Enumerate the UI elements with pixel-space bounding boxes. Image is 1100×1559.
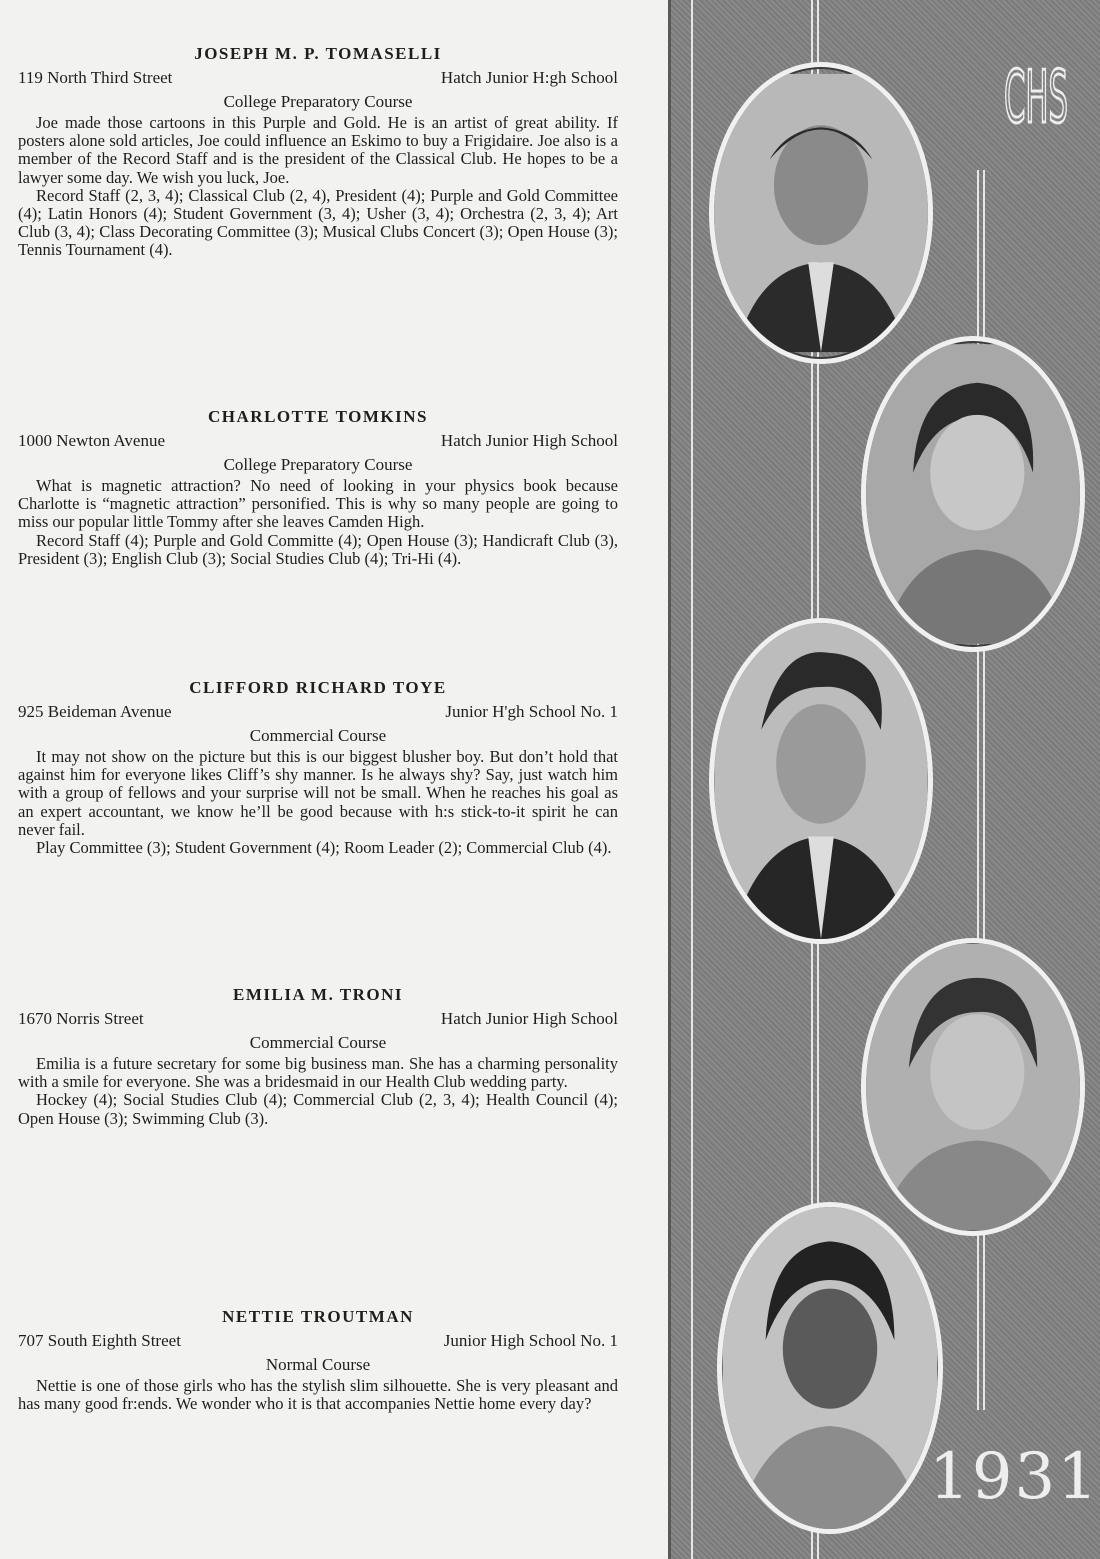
portrait-image [866, 943, 1080, 1231]
portrait-image [714, 623, 928, 939]
activities: Record Staff (2, 3, 4); Classical Club (2, 4), President (4); Purple and Gold Committee (4); Latin Honors (4); Student Government (3, 4); Usher (3, 4); Orchestra (2, 3, 4); Art Club (3, 4); Class Decorating Committee (3); Musical Clubs Concert (3); Open House (3); Tennis Tournament (4). [18, 185, 618, 260]
address-line [18, 66, 618, 90]
entry-troni [18, 983, 618, 1128]
home-address: 707 South Eighth Street [18, 1331, 181, 1350]
course: Normal Course [265, 1355, 371, 1374]
address-line [18, 429, 618, 453]
portrait-tomaselli [709, 62, 933, 364]
biography: Nettie is one of those girls who has the stylish slim silhouette. She is very pleasant and has many good fr:ends. We wonder who it is that accompanies Nettie home every day? [18, 1376, 618, 1414]
student-name: CLIFFORD RICHARD TOYE [189, 678, 447, 697]
chs-monogram [1001, 42, 1071, 162]
student-name: NETTIE TROUTMAN [222, 1307, 414, 1326]
entry-tomaselli [18, 42, 618, 260]
year-label: 1931 [929, 1440, 1100, 1514]
address-line [18, 700, 618, 724]
portrait-image [714, 67, 928, 359]
portrait-sidebar [668, 0, 1100, 1559]
previous-school: Hatch Junior High School [440, 431, 618, 450]
address-line [18, 1329, 618, 1353]
home-address: 119 North Third Street [18, 68, 173, 87]
activities: Play Committee (3); Student Government (4); Room Leader (2); Commercial Club (4). [36, 838, 612, 858]
previous-school: Hatch Junior High School [440, 1009, 618, 1028]
entry-toye [18, 676, 618, 857]
home-address: 1670 Norris Street [18, 1009, 144, 1028]
portrait-troni [861, 938, 1085, 1236]
previous-school: Junior H'gh School No. 1 [445, 702, 618, 721]
student-name: EMILIA M. TRONI [232, 985, 403, 1004]
portrait-image [722, 1207, 938, 1529]
home-address: 1000 Newton Avenue [18, 431, 165, 450]
student-name: JOSEPH M. P. TOMASELLI [194, 44, 442, 63]
course: Commercial Course [249, 726, 387, 745]
previous-school: Hatch Junior H:gh School [440, 68, 618, 87]
course: College Preparatory Course [223, 92, 413, 111]
activities: Record Staff (4); Purple and Gold Committe (4); Open House (3); Handicraft Club (3), President (3); English Club (3); Social Studies Club (4); Tri-Hi (4). [18, 530, 618, 568]
biography: What is magnetic attraction? No need of looking in your physics book because Charlotte is “magnetic attraction” personified. This is why so many people are going to miss our popular little Tommy after she leaves Camden High. [18, 476, 618, 532]
activities: Hockey (4); Social Studies Club (4); Commercial Club (2, 3, 4); Health Council (4); Open House (3); Swimming Club (3). [18, 1090, 618, 1128]
home-address: 925 Beideman Avenue [18, 702, 172, 721]
address-line [18, 1007, 618, 1031]
biography: Joe made those cartoons in this Purple and Gold. He is an artist of great ability. If posters alone sold articles, Joe could influence an Eskimo to buy a Frigidaire. Joe also is a member of the Record Staff and is the president of the Classical Club. He hopes to be a lawyer some day. We wish you luck, Joe. [18, 113, 618, 187]
portrait-tomkins [861, 336, 1085, 652]
entry-tomkins [18, 405, 618, 568]
biography: Emilia is a future secretary for some big business man. She has a charming personality with a smile for everyone. She was a bridesmaid in our Health Club wedding party. [18, 1054, 618, 1092]
course: College Preparatory Course [223, 455, 413, 474]
biography: It may not show on the picture but this is our biggest blusher boy. But don’t hold that against him for everyone likes Cliff’s shy manner. Is he always shy? Say, just watch him with a group of fellows and your surprise will not be small. When he reaches his goal as an expert accountant, we know he’ll be good because with h:s stick-to-it spirit he can never fail. [18, 747, 618, 839]
monogram-text: CHS [1004, 55, 1068, 139]
entry-troutman [18, 1305, 618, 1413]
portrait-image [866, 341, 1080, 647]
course: Commercial Course [249, 1033, 387, 1052]
student-name: CHARLOTTE TOMKINS [208, 407, 428, 426]
vertical-rule [691, 0, 693, 1559]
previous-school: Junior High School No. 1 [443, 1331, 618, 1350]
portrait-troutman [717, 1202, 943, 1534]
portrait-toye [709, 618, 933, 944]
